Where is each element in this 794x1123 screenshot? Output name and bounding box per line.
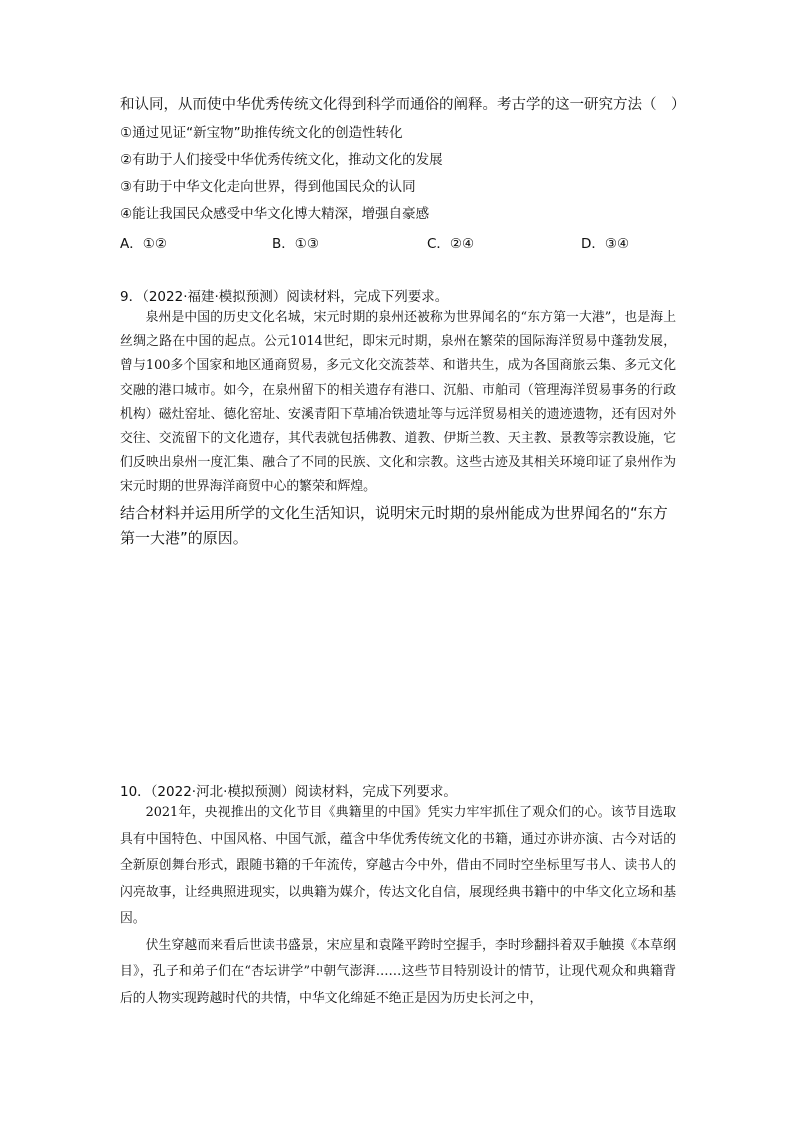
q8-option-c[interactable]: C．②④ <box>427 236 475 252</box>
q8-statement-1: ①通过见证“新宝物”助推传统文化的创造性转化 <box>120 125 403 141</box>
q9-task: 结合材料并运用所学的文化生活知识，说明宋元时期的泉州能成为世界闻名的“东方第一大港”的原因。 <box>120 504 668 547</box>
q9-material <box>120 306 676 500</box>
q8-statement-2: ②有助于人们接受中华优秀传统文化，推动文化的发展 <box>120 152 443 168</box>
q8-option-d[interactable]: D．③④ <box>581 236 630 252</box>
q10-paragraph-2: 伏生穿越而来看后世读书盛景，宋应星和袁隆平跨时空握手，李时珍翻抖着双手触摸《本草纲目》，孔子和弟子们在“杏坛讲学”中朝气澎湃……这些节目特别设计的情节，让现代观众和典籍背后的人物实现跨越时代的共情，中华文化绵延不绝正是因为历史长河之中， <box>120 937 676 1006</box>
q10-header: 10．（2022·河北·模拟预测）阅读材料，完成下列要求。 <box>120 784 457 800</box>
q9-header: 9．（2022·福建·模拟预测）阅读材料，完成下列要求。 <box>120 289 449 305</box>
q8-option-a[interactable]: A．①② <box>120 236 167 252</box>
q10-paragraph-1: 2021年，央视推出的文化节目《典籍里的中国》凭实力牢牢抓住了观众们的心。该节目选取具有中国特色、中国风格、中国气派，蕴含中华优秀传统文化的书籍，通过亦讲亦演、古今对话的全新原创舞台形式，跟随书籍的千年流传，穿越古今中外，借由不同时空坐标里写书人、读书人的闪亮故事，让经典照进现实，以典籍为媒介，传达文化自信，展现经典书籍中的中华文化立场和基因。 <box>120 805 676 926</box>
q9-material-text: 泉州是中国的历史文化名城，宋元时期的泉州还被称为世界闻名的“东方第一大港”，也是海上丝绸之路在中国的起点。公元1014世纪，即宋元时期，泉州在繁荣的国际海洋贸易中蓬勃发展，曾与100多个国家和地区通商贸易，多元文化交流荟萃、和谐共生，成为各国商旅云集、多元文化交融的港口城市。如今，在泉州留下的相关遗存有港口、沉船、市舶司（管理海洋贸易事务的行政机构）磁灶窑址、德化窑址、安溪青阳下草埔冶铁遗址等与远洋贸易相关的遗迹遗物，还有因对外交往、交流留下的文化遗存，其代表就包括佛教、道教、伊斯兰教、天主教、景教等宗教设施，它们反映出泉州一度汇集、融合了不同的民族、文化和宗教。这些古迹及其相关环境印证了泉州作为宋元时期的世界海洋商贸中心的繁荣和辉煌。 <box>120 310 676 495</box>
q8-stem-tail: 和认同，从而使中华优秀传统文化得到科学而通俗的阐释。考古学的这一研究方法（ ） <box>120 97 686 113</box>
q8-option-b[interactable]: B．①③ <box>272 236 319 252</box>
q8-options <box>120 232 680 250</box>
q8-statement-4: ④能让我国民众感受中华文化博大精深，增强自豪感 <box>120 206 430 222</box>
q10-material <box>120 800 676 1012</box>
q8-statement-3: ③有助于中华文化走向世界，得到他国民众的认同 <box>120 179 416 195</box>
